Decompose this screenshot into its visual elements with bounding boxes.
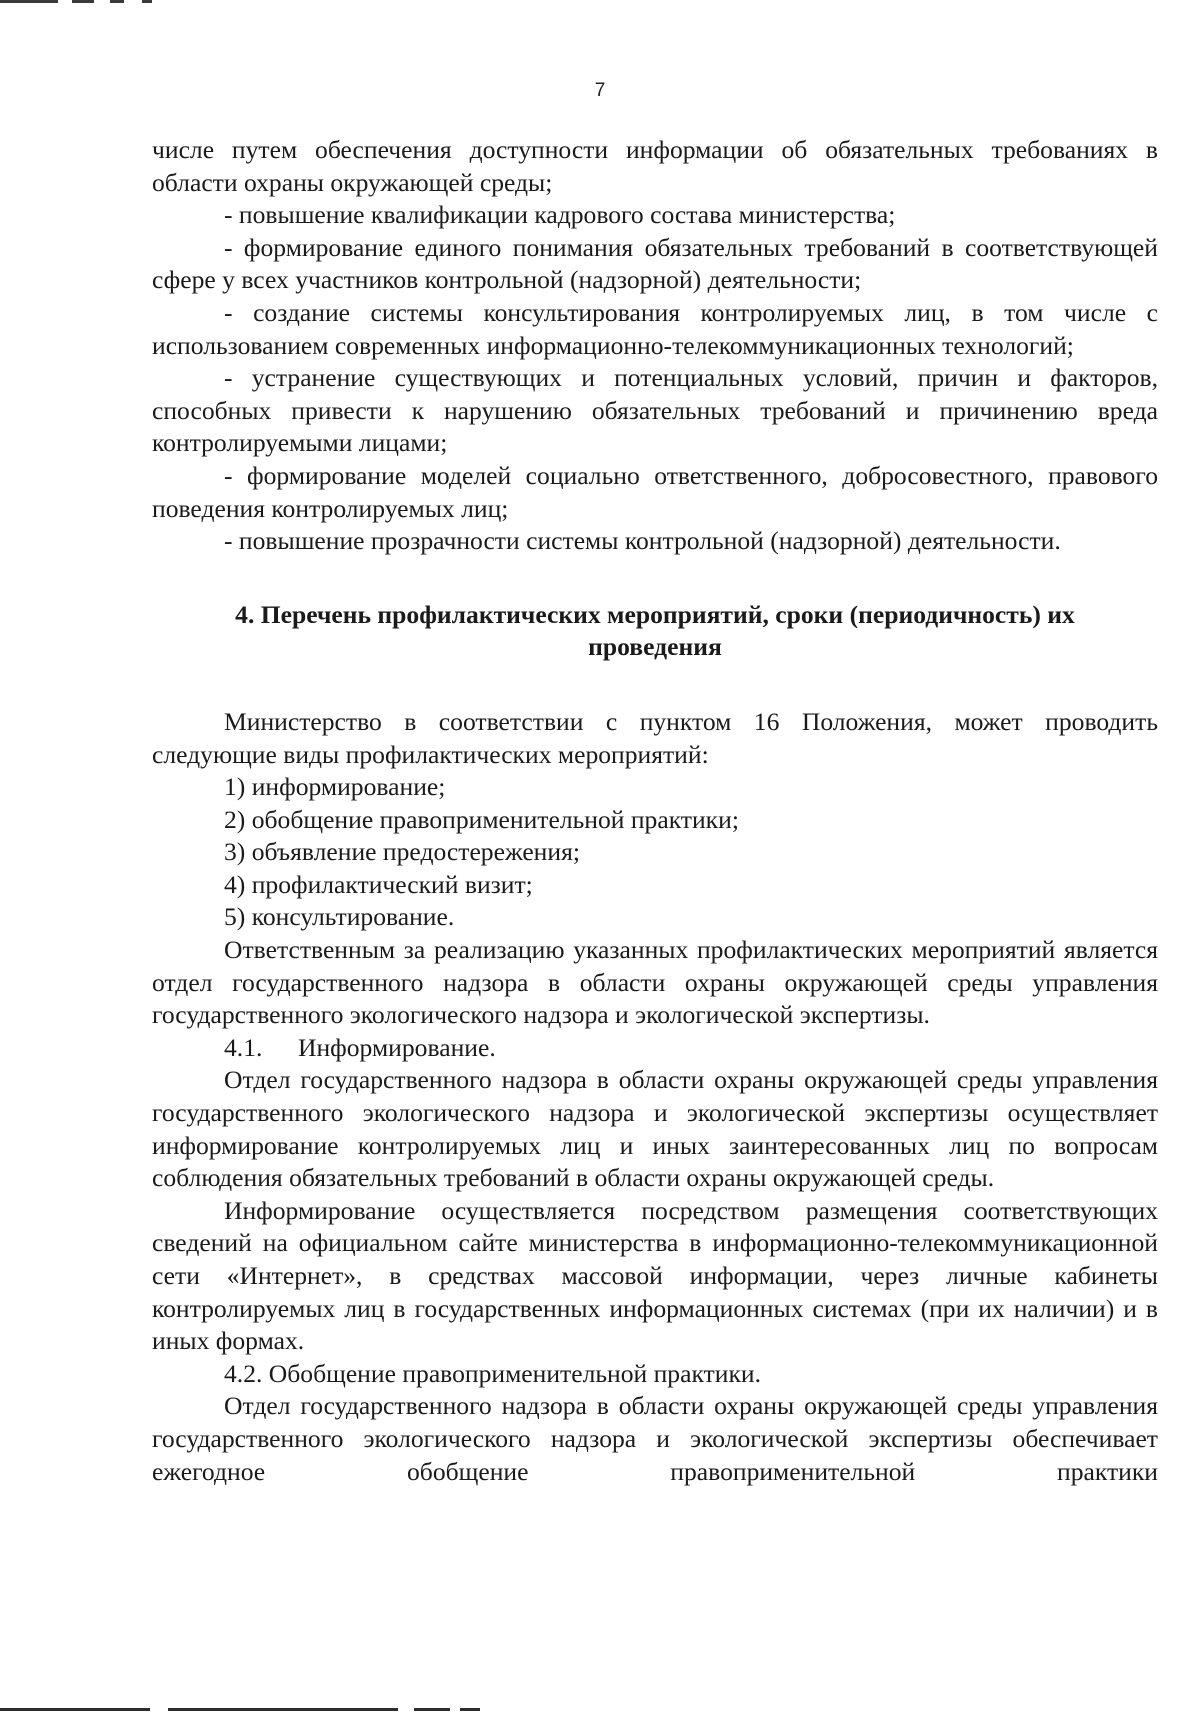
subsection-number: 4.1. bbox=[224, 1032, 263, 1062]
page-number: 7 bbox=[594, 80, 606, 101]
bullet-item: - создание системы консультирования контролируемых лиц, в том числе с использованием современных информационно-телекоммуникационных технологий; bbox=[152, 297, 1158, 360]
bullet-item: - формирование единого понимания обязательных требований в соответствующей сфере у всех участников контрольной (надзорной) деятельности; bbox=[152, 232, 1158, 295]
bullet-item: - устранение существующих и потенциальных условий, причин и факторов, способных привести к нарушению обязательных требований и причинению вреда контролируемыми лицами; bbox=[152, 363, 1158, 458]
bullet-item: - повышение прозрачности системы контрольной (надзорной) деятельности. bbox=[224, 526, 1061, 556]
responsible-paragraph: Ответственным за реализацию указанных профилактических мероприятий является отдел государственного надзора в области охраны окружающей среды управления государственного экологического надзора и экологической экспертизы. bbox=[152, 935, 1158, 1030]
subsection-heading-practice: 4.2. Обобщение правоприменительной практики. bbox=[224, 1358, 761, 1388]
section-intro: Министерство в соответствии с пунктом 16 Положения, может проводить следующие виды профилактических мероприятий: bbox=[152, 706, 1158, 769]
list-item: 5) консультирование. bbox=[224, 902, 455, 932]
section-heading-line1: 4. Перечень профилактических мероприятий, сроки (периодичность) их bbox=[235, 599, 1075, 629]
list-item: 2) обобщение правоприменительной практики; bbox=[224, 804, 739, 834]
list-item: 3) объявление предостережения; bbox=[224, 837, 580, 867]
list-item: 1) информирование; bbox=[224, 772, 446, 802]
document-body bbox=[152, 134, 1158, 1488]
subsection-heading-informing bbox=[152, 1032, 1158, 1065]
practice-paragraph: Отдел государственного надзора в области охраны окружающей среды управления государственного экологического надзора и экологической экспертизы обеспечивает ежегодное обобщение правоприменительной практики bbox=[152, 1391, 1158, 1486]
section-heading bbox=[152, 599, 1158, 664]
section-heading-line2: проведения bbox=[588, 632, 722, 662]
scan-edge-top bbox=[0, 0, 1200, 6]
subsection-title: Информирование. bbox=[298, 1032, 496, 1062]
scan-edge-bottom bbox=[0, 1708, 1200, 1712]
bullet-item: - формирование моделей социально ответственного, добросовестного, правового поведения контролируемых лиц; bbox=[152, 460, 1158, 523]
bullet-item: - повышение квалификации кадрового состава министерства; bbox=[224, 200, 896, 230]
paragraph-continuation: числе путем обеспечения доступности информации об обязательных требованиях в области охраны окружающей среды; bbox=[152, 135, 1158, 197]
informing-paragraph: Отдел государственного надзора в области охраны окружающей среды управления государственного экологического надзора и экологической экспертизы осуществляет информирование контролируемых лиц и иных заинтересованных лиц по вопросам соблюдения обязательных требований в области охраны окружающей среды. bbox=[152, 1065, 1158, 1193]
list-item: 4) профилактический визит; bbox=[224, 869, 533, 899]
informing-method-paragraph: Информирование осуществляется посредством размещения соответствующих сведений на официальном сайте министерства в информационно-телекоммуникационной сети «Интернет», в средствах массовой информации, через личные кабинеты контролируемых лиц в государственных информационных системах (при их наличии) и в иных формах. bbox=[152, 1195, 1158, 1356]
